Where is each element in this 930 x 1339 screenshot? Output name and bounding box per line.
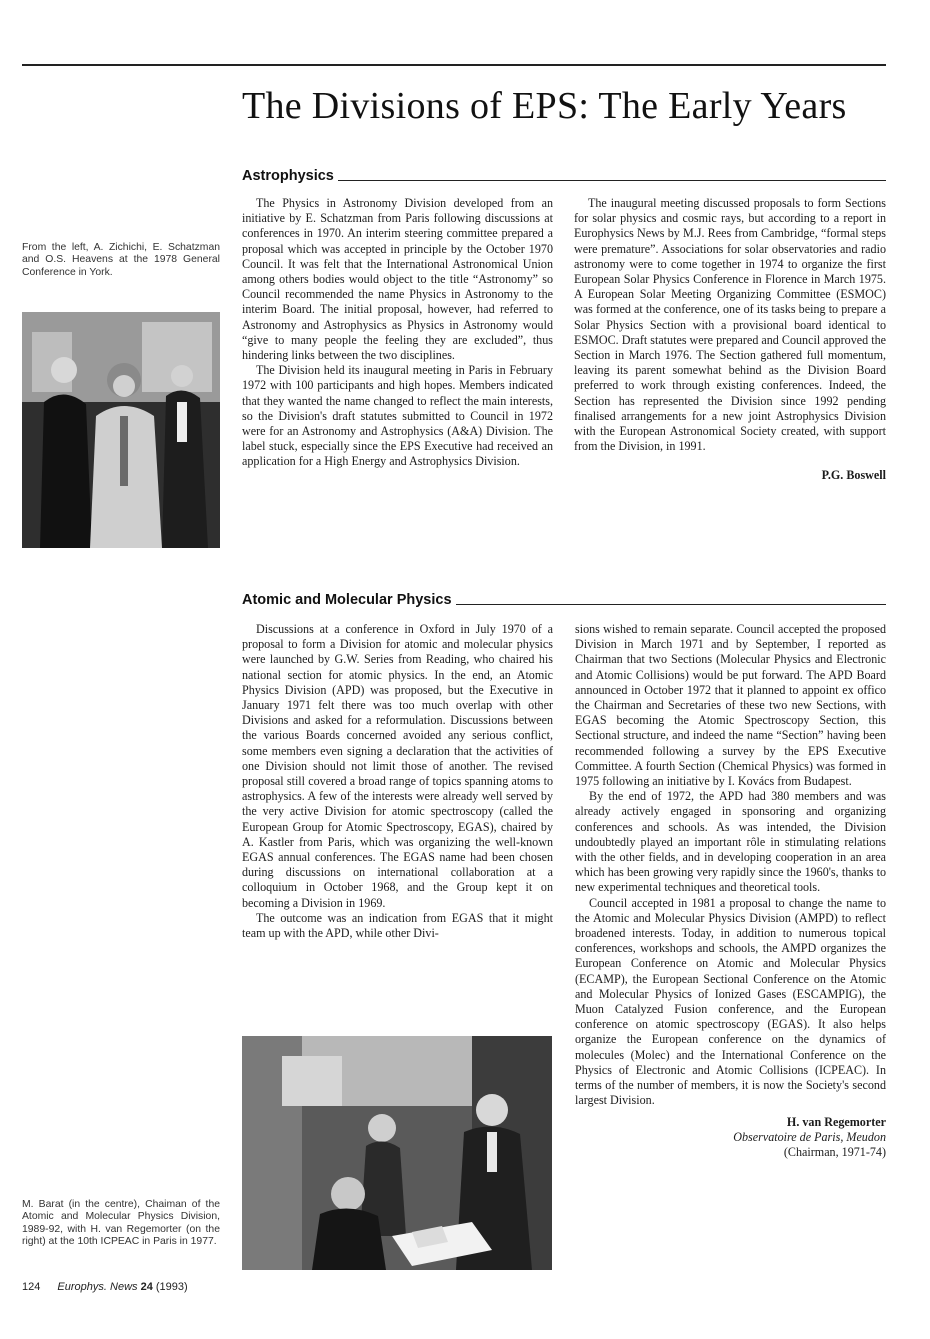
paragraph: Discussions at a conference in Oxford in July 1970 of a proposal to form a Division for atomic and molecular physics were launched by G.W. Series from Reading, who chaired his national section for atomic physics. In the end, an Atomic Physics Division (APD) was proposed, but the Executive in January 1971 felt there was too much overlap with other Divisions and asked for a reformulation. Discussions between the various Boards concerned avoided any serious conflict, some members even signing a declaration that the activities of one Division should not limit those of another. The revised proposal still covered a broad range of topics spanning atoms to astrophysics. A few of the interests were already well served by the very active Division for atomic spectroscopy (called the European Group for Atomic Spectroscopy, EGAS), chaired by A. Kastler from Paris, which was organizing the well-known EGAS annual conferences. The EGAS name had been chosen during discussions on international collaboration at a colloquium in October 1968, and the Group kept it on becoming a Division in 1969.	[242, 622, 553, 910]
signature-name: H. van Regemorter	[786, 1114, 886, 1129]
photo-astrophysics-image	[22, 312, 220, 548]
section-heading-amp	[242, 586, 886, 608]
page-title: The Divisions of EPS: The Early Years	[242, 85, 847, 127]
section-heading-label: Astrophysics	[242, 168, 334, 184]
paragraph: sions wished to remain separate. Council accepted the proposed Division in March 1971 and by September, I reported as Chairman that two Sections (Molecular Physics and Electronic and Atomic Collisions) would be put forward. The APD Board announced in October 1972 that it planned to appoint ex offico the Chairman and Secretaries of these two new Sections, with EGAS becoming the Atomic Spectroscopy Section, this Sectional structure, and indeed the name “Section” having been recommended following a survey by the EPS Executive Committee. A fourth Section (Chemical Physics) was formed in 1975 following an initiative by I. Kovács from Budapest.	[575, 622, 886, 789]
signature-role: (Chairman, 1971-74)	[783, 1144, 886, 1159]
photo-caption-amp: M. Barat (in the centre), Chaiman of the Atomic and Molecular Physics Division, 1989-92, with H. van Regemorter (on the right) at the 10th ICPEAC in Paris in 1977.	[22, 1199, 220, 1248]
amp-column-1	[242, 622, 553, 941]
section-heading-rule	[338, 180, 886, 181]
photo-amp-image	[242, 1036, 552, 1270]
page-number: 124	[22, 1281, 41, 1293]
signature-astrophysics: P.G. Boswell	[821, 468, 886, 483]
journal-year: (1993)	[155, 1281, 188, 1293]
paragraph: Council accepted in 1981 a proposal to change the name to the Atomic and Molecular Physics Division (AMPD) to reflect broadened interests. Today, in addition to numerous topical conferences, workshops and schools, the AMPD organizes the European Conference on Atomic and Molecular Physics (ECAMP), the European Sectional Conference on the Atomic and Molecular Physics of Ionized Gases (ESCAMPIG), the Muon Catalyzed Fusion conference, and the European conference on atomic spectroscopy (EGAS). It also helps organize the European conference on the dynamics of molecules (Molec) and the International Conference on the Physics of Electronic and Atomic Collisions (ICPEAC). In terms of the number of members, it is now the Society's second largest Division.	[575, 895, 886, 1108]
photo-caption-astrophysics: From the left, A. Zichichi, E. Schatzman and O.S. Heavens at the 1978 General Conference in York.	[22, 242, 220, 278]
paragraph: The outcome was an indication from EGAS that it might team up with the APD, while other Divi-	[242, 910, 553, 941]
photo-astrophysics	[22, 312, 220, 548]
paragraph: The Division held its inaugural meeting in Paris in February 1972 with 100 participants and high hopes. Members indicated that they wanted the name changed to reflect the main interests, so the Division's draft statutes submitted to Council in 1972 were for an Astronomy and Astrophysics (A&A) Division. The label stuck, especially since the EPS Executive had received an application for a High Energy and Astrophysics Division.	[242, 363, 553, 469]
amp-column-2	[575, 622, 886, 1160]
section-heading-rule	[456, 604, 886, 605]
section-heading-label: Atomic and Molecular Physics	[242, 592, 452, 608]
paragraph: The Physics in Astronomy Division developed from an initiative by E. Schatzman from Paris following discussions at conferences in 1970. An interim steering committee prepared a proposal which was accepted in principle by the October 1970 Council. It was felt that the International Astronomical Union among others bodies would object to the title “Astronomy” so Council recommended the name Physics in Astronomy to the interim Board. The initial proposal, however, had referred to Astronomy and Astrophysics as Physics in Astronomy would “give to many people the feeling they are excluded”, thus hindering links between the two disciplines.	[242, 196, 553, 363]
journal-name: Europhys. News	[57, 1281, 138, 1293]
paragraph: The inaugural meeting discussed proposals to form Sections for solar physics and cosmic rays, but according to a report in Europhysics News by M.J. Rees from Cambridge, “formal steps were premature”. Associations for solar observatories and radio astronomy were to come together in 1974 to organize the first European Solar Physics Conference in Florence in March 1975. A European Solar Meeting Organizing Committee (ESMOC) was formed at the conference, one of its tasks being to prepare a Solar Physics Section with a provisional board identical to ESMOC. Draft statutes were prepared and Council approved the Section in March 1976. The Section gathered full momentum, leaving its parent somewhat behind as the Division Board preferred to work through existing conferences. Indeed, the Section has represented the Division since 1992 pending finalised arrangements for a new joint Astrophysics Division with the European Astronomical Society created, with support from the Division, in 1991.	[574, 196, 886, 454]
top-rule	[22, 64, 886, 66]
photo-amp	[242, 1036, 552, 1270]
astrophysics-column-2	[574, 196, 886, 484]
signature-affiliation: Observatoire de Paris, Meudon	[733, 1129, 886, 1144]
journal-volume: 24	[140, 1281, 153, 1293]
astrophysics-column-1	[242, 196, 553, 470]
section-heading-astrophysics	[242, 162, 886, 184]
signature-amp	[575, 1115, 886, 1161]
page-footer	[22, 1281, 188, 1293]
paragraph: By the end of 1972, the APD had 380 members and was already actively engaged in sponsoring and organizing conferences and schools. As was intended, the Division undoubtedly played an important rôle in stimulating relations with the other fields, and in developing cooperation in an area which has been growing very rapidly since the 1960's, thanks to new experimental techniques and theoretical tools.	[575, 789, 886, 895]
